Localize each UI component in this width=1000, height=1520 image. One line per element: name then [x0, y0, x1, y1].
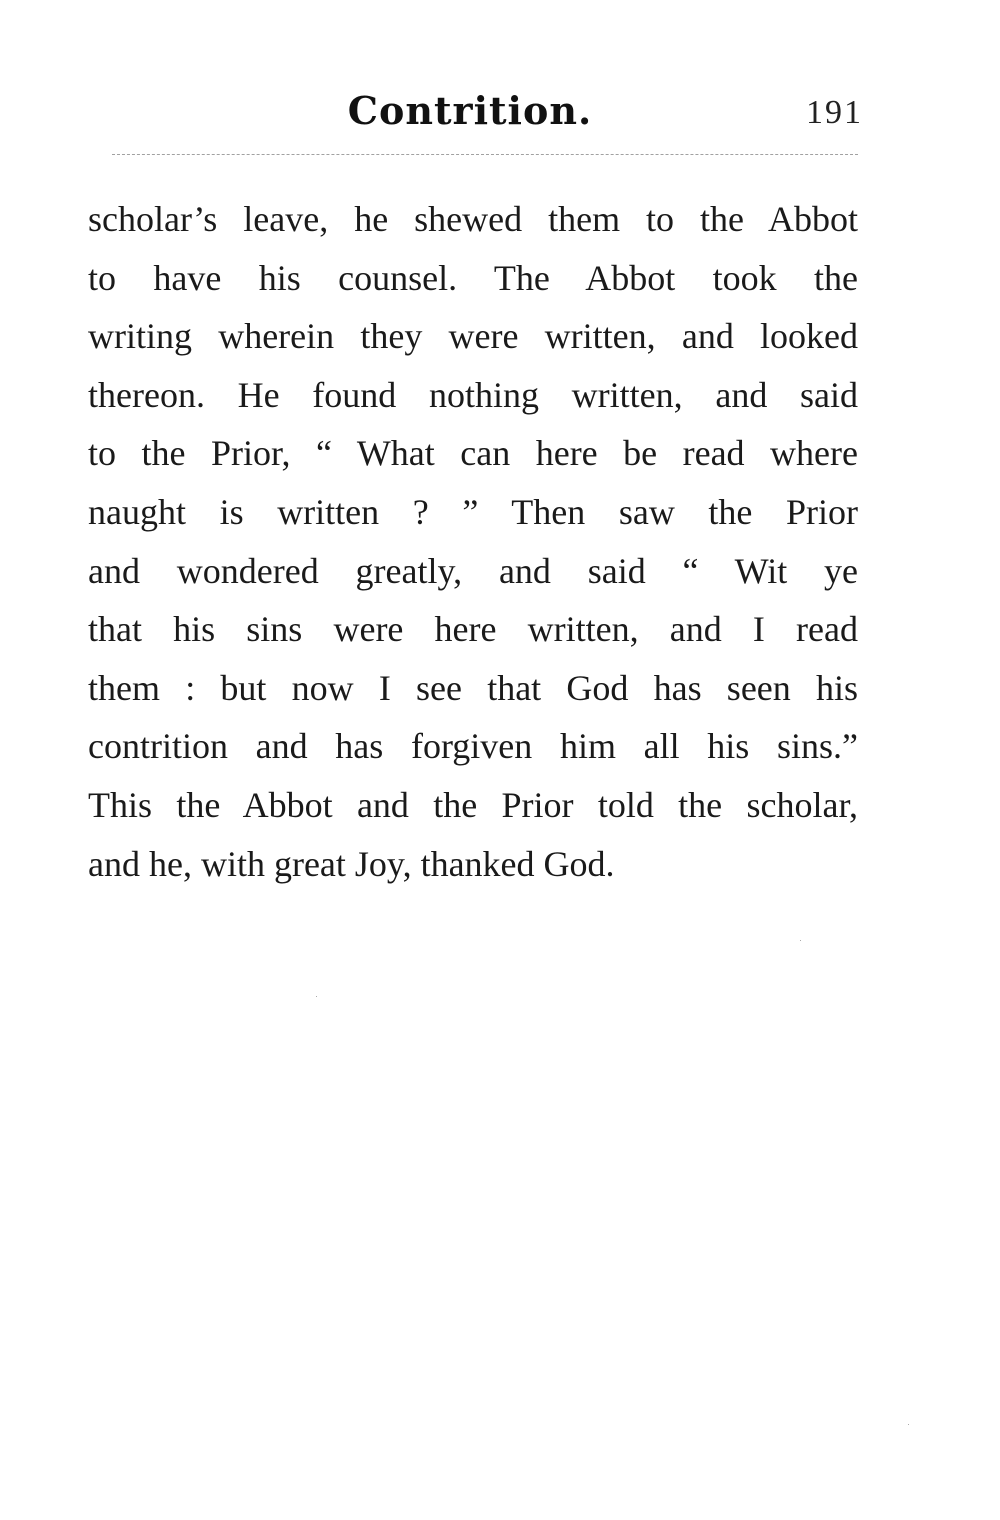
text-line: that his sins were here written, and I read	[88, 609, 858, 650]
text-line: contrition and has forgiven him all his sins.”	[88, 726, 858, 767]
body-text	[88, 190, 858, 893]
text-line: writing wherein they were written, and looked	[88, 316, 858, 357]
running-head	[0, 88, 1000, 148]
paper-speck	[908, 1424, 909, 1425]
text-line: scholar’s leave, he shewed them to the Abbot	[88, 199, 858, 239]
text-line: to the Prior, “ What can here be read where	[88, 433, 858, 474]
text-line: This the Abbot and the Prior told the scholar,	[88, 784, 858, 825]
page-number: 191	[806, 94, 863, 131]
text-line: and wondered greatly, and said “ Wit ye	[88, 550, 858, 591]
header-rule	[112, 154, 858, 155]
running-title: Contrition.	[347, 88, 593, 133]
text-line: and he, with great Joy, thanked God.	[88, 843, 615, 884]
paper-speck	[800, 940, 801, 941]
text-line: thereon. He found nothing written, and said	[88, 374, 858, 415]
paper-speck	[316, 996, 317, 997]
text-line: naught is written ? ” Then saw the Prior	[88, 491, 858, 532]
text-line: them : but now I see that God has seen his	[88, 667, 858, 708]
text-line: to have his counsel. The Abbot took the	[88, 257, 858, 298]
